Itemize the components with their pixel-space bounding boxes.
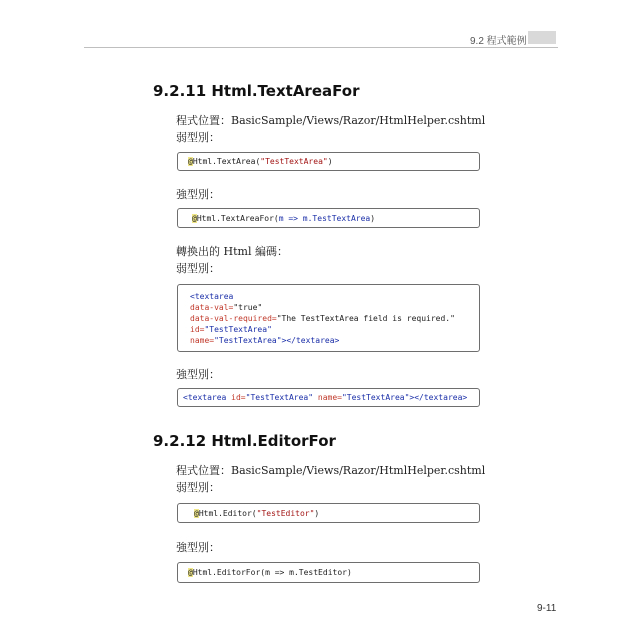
- section-title-editorfor: 9.2.12 Html.EditorFor: [153, 432, 336, 450]
- html-attr-value: "The TestTextArea field is required.": [276, 314, 455, 323]
- running-header-title: 9.2 程式範例: [470, 36, 527, 47]
- code-close-paren: ): [346, 568, 352, 577]
- strong-type-label: 強型別：: [176, 368, 220, 381]
- html-tag-open: <textarea: [190, 292, 234, 301]
- weak-type-label: 弱型別：: [176, 131, 220, 144]
- header-divider: [84, 47, 558, 48]
- code-box-textarea-weak: [177, 152, 480, 171]
- code-method: Html.EditorFor(: [192, 568, 266, 577]
- code-box-editor-weak: [177, 503, 480, 523]
- source-location: 程式位置：BasicSample/Views/Razor/HtmlHelper.cshtml: [176, 114, 486, 127]
- code-method: Html.Editor(: [198, 509, 257, 518]
- html-attr-value: "TestTextArea": [204, 325, 272, 334]
- code-box-html-weak: [177, 284, 480, 352]
- code-method: Html.TextArea(: [192, 157, 261, 166]
- code-lambda: m => m.TestEditor: [265, 568, 347, 577]
- html-attr-value: "TestTextArea": [214, 336, 282, 345]
- code-box-html-strong: [177, 388, 480, 407]
- weak-type-label: 弱型別：: [176, 262, 220, 275]
- html-attr-name: id=: [231, 393, 246, 402]
- header-tab-decoration: [528, 31, 556, 44]
- source-location: 程式位置：BasicSample/Views/Razor/HtmlHelper.cshtml: [176, 464, 486, 477]
- code-method: Html.TextAreaFor(: [196, 214, 279, 223]
- html-attr-name: data-val-required=: [190, 314, 277, 323]
- code-close-paren: ): [370, 214, 376, 223]
- html-tag-open: <textarea: [183, 393, 232, 402]
- strong-type-label: 強型別：: [176, 541, 220, 554]
- razor-at-symbol: @: [188, 157, 193, 166]
- razor-at-symbol: @: [192, 214, 197, 223]
- code-box-textarea-strong: [177, 208, 480, 228]
- html-tag-close: ></textarea>: [409, 393, 468, 402]
- razor-at-symbol: @: [194, 509, 199, 518]
- code-string-arg: "TestEditor": [256, 509, 315, 518]
- html-attr-name: data-val=: [190, 303, 234, 312]
- html-attr-value: "true": [233, 303, 263, 312]
- html-attr-value: "TestTextArea": [245, 393, 314, 402]
- html-tag-close: ></textarea>: [281, 336, 340, 345]
- page-number: 9-11: [537, 603, 557, 614]
- weak-type-label: 弱型別：: [176, 481, 220, 494]
- html-attr-name: name=: [313, 393, 342, 402]
- code-close-paren: ): [314, 509, 320, 518]
- razor-at-symbol: @: [188, 568, 193, 577]
- code-lambda: m => m.TestTextArea: [278, 214, 371, 223]
- converted-html-label: 轉換出的 Html 編碼：: [176, 245, 288, 258]
- section-title-textareafor: 9.2.11 Html.TextAreaFor: [153, 82, 360, 100]
- html-attr-name: name=: [190, 336, 215, 345]
- code-close-paren: ): [327, 157, 333, 166]
- strong-type-label: 強型別：: [176, 188, 220, 201]
- code-box-editor-strong: [177, 562, 480, 583]
- html-attr-value: "TestTextArea": [341, 393, 410, 402]
- code-string-arg: "TestTextArea": [260, 157, 328, 166]
- html-attr-name: id=: [190, 325, 205, 334]
